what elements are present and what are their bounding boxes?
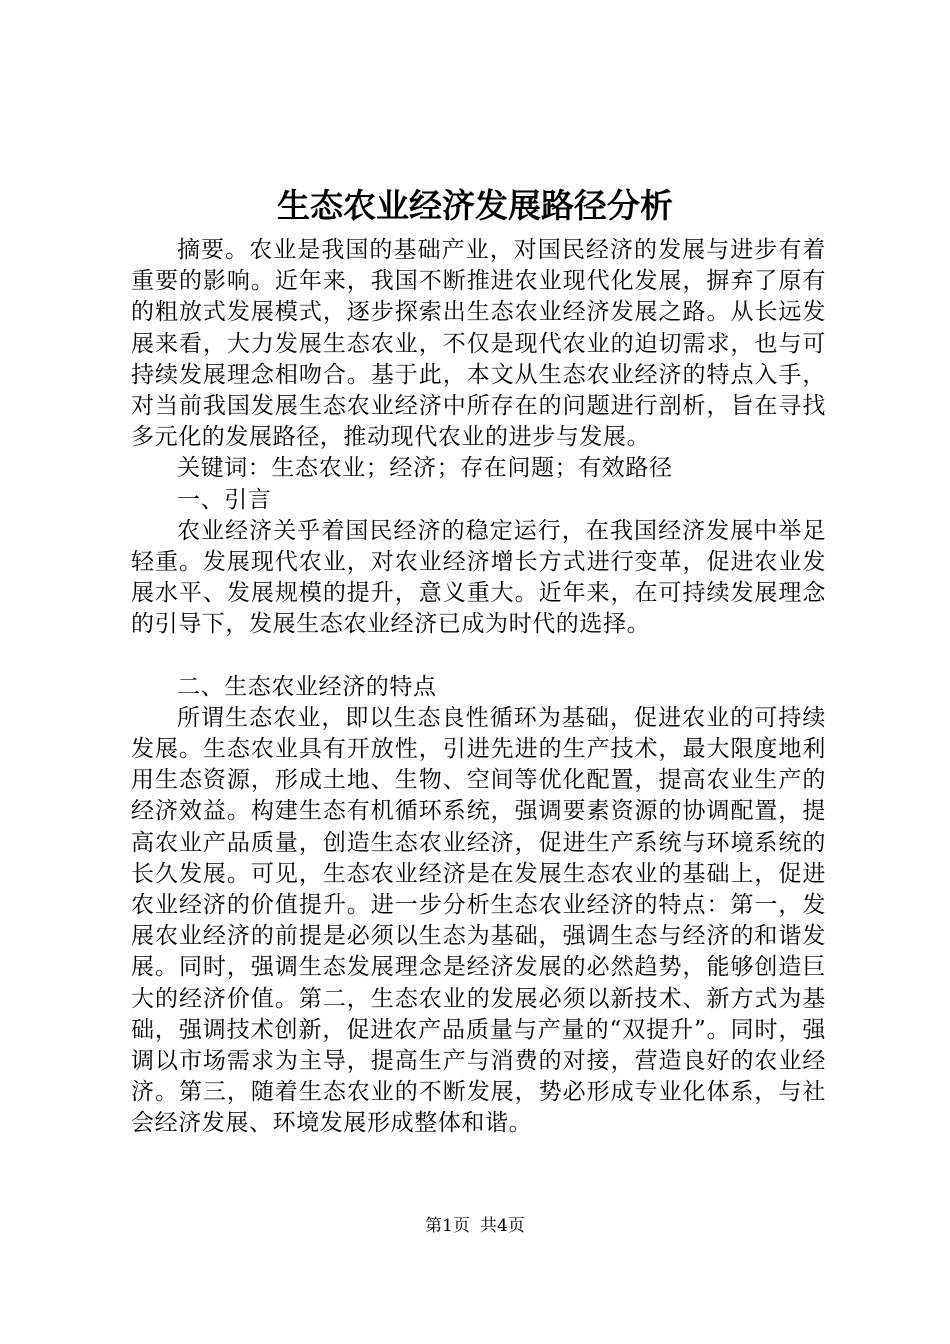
- section-heading-characteristics: 二、生态农业经济的特点: [177, 673, 437, 700]
- characteristics-paragraph: 所谓生态农业，即以生态良性循环为基础，促进农业的可持续发展。生态农业具有开放性，引进先进的生产技术，最大限度地利用生态资源，形成土地、生物、空间等优化配置，提高农业生产的经济效益。构建生态有机循环系统，强调要素资源的协调配置，提高农业产品质量，创造生态农业经济，促进生产系统与环境系统的长久发展。可见，生态农业经济是在发展生态农业的基础上，促进农业经济的价值提升。进一步分析生态农业经济的特点：第一，发展农业经济的前提是必须以生态为基础，强调生态与经济的和谐发展。同时，强调生态发展理念是经济发展的必然趋势，能够创造巨大的经济价值。第二，生态农业的发展必须以新技术、新方式为基础，强调技术创新，促进农产品质量与产量的“双提升”。同时，强调以市场需求为主导，提高生产与消费的对接，营造良好的农业经济。第三，随着生态农业的不断发展，势必形成专业化体系，与社会经济发展、环境发展形成整体和谐。: [131, 704, 826, 1137]
- page-footer: [0, 1214, 950, 1238]
- page-number: 第1页: [425, 1216, 470, 1236]
- document-body: [131, 235, 826, 1140]
- page-total: 共4页: [480, 1216, 525, 1236]
- abstract-paragraph: 摘要。农业是我国的基础产业，对国民经济的发展与进步有着重要的影响。近年来，我国不断推进农业现代化发展，摒弃了原有的粗放式发展模式，逐步探索出生态农业经济发展之路。从长远发展来看，大力发展生态农业，不仅是现代农业的迫切需求，也与可持续发展理念相吻合。基于此，本文从生态农业经济的特点入手，对当前我国发展生态农业经济中所存在的问题进行剖析，旨在寻找多元化的发展路径，推动现代农业的进步与发展。: [131, 237, 826, 451]
- introduction-paragraph: 农业经济关乎着国民经济的稳定运行，在我国经济发展中举足轻重。发展现代农业，对农业经济增长方式进行变革，促进农业发展水平、发展规模的提升，意义重大。近年来，在可持续发展理念的引导下，发展生态农业经济已成为时代的选择。: [131, 517, 826, 638]
- document-title: 生态农业经济发展路径分析: [277, 186, 673, 225]
- section-heading-introduction: 一、引言: [177, 486, 272, 513]
- keywords-line: 关键词：生态农业；经济；存在问题；有效路径: [177, 455, 673, 482]
